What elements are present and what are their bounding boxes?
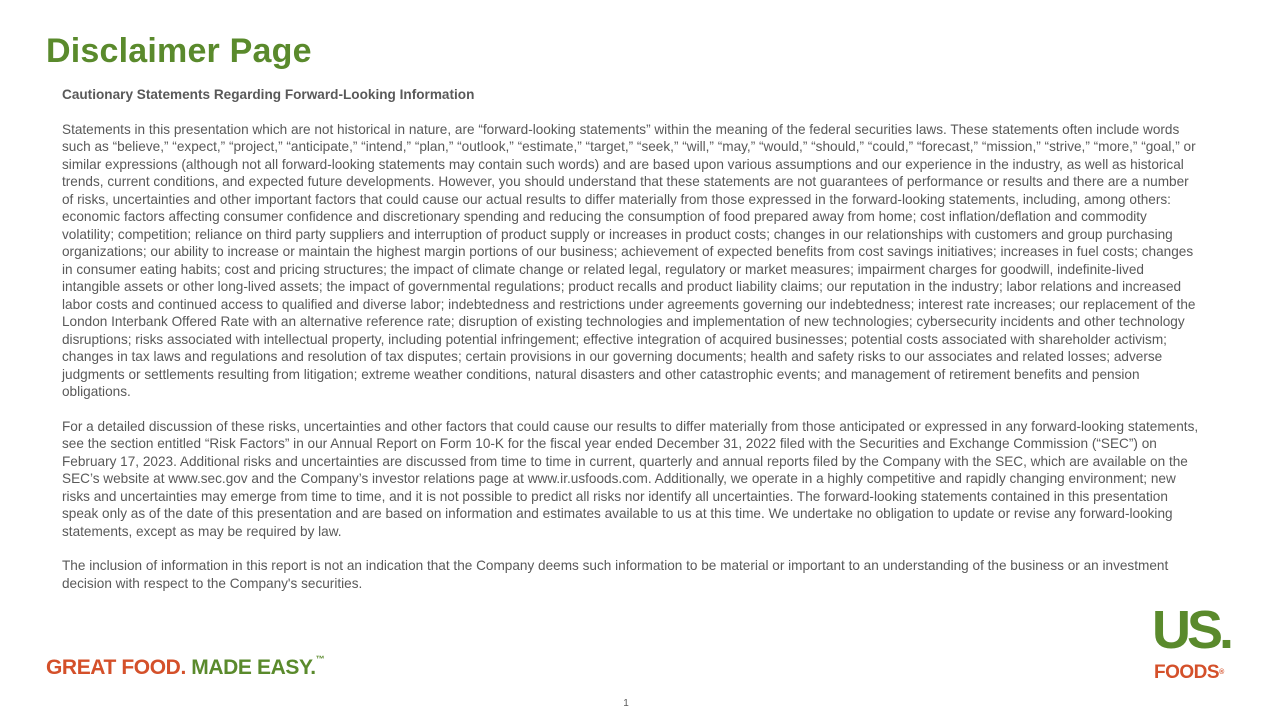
tagline-part1: GREAT FOOD. [46,656,186,679]
logo-foods-word: FOODS [1154,662,1220,683]
registered-mark: ® [1219,669,1224,676]
paragraph-inclusion: The inclusion of information in this report is not an indication that the Company deems such information to be material or important to an understanding of the business or an investment decision with respect to the Company's securities. [62,558,1169,591]
tagline-part2: MADE EASY. [185,656,316,679]
logo-us-text: US. [1152,600,1231,660]
disclaimer-content [62,86,1202,609]
us-foods-logo [1150,600,1242,686]
trademark-mark: ™ [315,654,325,664]
paragraph-risk-factors: For a detailed discussion of these risks, uncertainties and other factors that could cause our results to differ materially from those anticipated or expressed in any forward-looking statements, see the section entitled “Risk Factors” in our Annual Report on Form 10-K for the fiscal year ended December 31, 2022 filed with the Securities and Exchange Commission (“SEC”) on February 17, 2023. Additional risks and uncertainties are discussed from time to time in current, quarterly and annual reports filed by the Company with the SEC, which are available on the SEC’s website at www.sec.gov and the Company’s investor relations page at www.ir.usfoods.com. Additionally, we operate in a highly competitive and rapidly changing environment; new risks and uncertainties may emerge from time to time, and it is not possible to predict all risks nor identify all uncertainties. The forward-looking statements contained in this presentation speak only as of the date of this presentation and are based on information and estimates available to us at this time. We undertake no obligation to update or revise any forward-looking statements, except as may be required by law. [62,418,1199,539]
page-number: 1 [623,698,629,709]
logo-foods-text [1154,662,1224,684]
section-heading: Cautionary Statements Regarding Forward-Looking Information [62,87,475,102]
paragraph-forward-looking: Statements in this presentation which are not historical in nature, are “forward-looking statements” within the meaning of the federal securities laws. These statements often include words such as “believe,” “expect,” “project,” “anticipate,” “intend,” “plan,” “outlook,” “estimate,” “target,” “seek,” “will,” “may,” “would,” “should,” “could,” “forecast,” “mission,” “strive,” “more,” “goal,” or similar expressions (although not all forward-looking statements may contain such words) and are based upon various assumptions and our experience in the industry, as well as historical trends, current conditions, and expected future developments. However, you should understand that these statements are not guarantees of performance or results and there are a number of risks, uncertainties and other important factors that could cause our actual results to differ materially from those expressed in the forward-looking statements, including, among others: economic factors affecting consumer confidence and discretionary spending and reducing the consumption of food prepared away from home; cost inflation/deflation and commodity volatility; competition; reliance on third party suppliers and interruption of product supply or increases in product costs; changes in our relationships with customers and group purchasing organizations; our ability to increase or maintain the highest margin portions of our business; achievement of expected benefits from cost savings initiatives; increases in fuel costs; changes in consumer eating habits; cost and pricing structures; the impact of climate change or related legal, regulatory or market measures; impairment charges for goodwill, indefinite-lived intangible assets or other long-lived assets; the impact of governmental regulations; product recalls and product liability claims; our reputation in the industry; labor relations and increased labor costs and continued access to qualified and diverse labor; indebtedness and restrictions under agreements governing our indebtedness; interest rate increases; our replacement of the London Interbank Offered Rate with an alternative reference rate; disruption of existing technologies and implementation of new technologies; cybersecurity incidents and other technology disruptions; risks associated with intellectual property, including potential infringement; effective integration of acquired businesses; potential costs associated with shareholder activism; changes in tax laws and regulations and resolution of tax disputes; certain provisions in our governing documents; health and safety risks to our associates and related losses; adverse judgments or settlements resulting from litigation; extreme weather conditions, natural disasters and other catastrophic events; and management of retirement benefits and pension obligations. [62,121,1196,399]
tagline [46,656,324,680]
page-title: Disclaimer Page [46,32,312,70]
